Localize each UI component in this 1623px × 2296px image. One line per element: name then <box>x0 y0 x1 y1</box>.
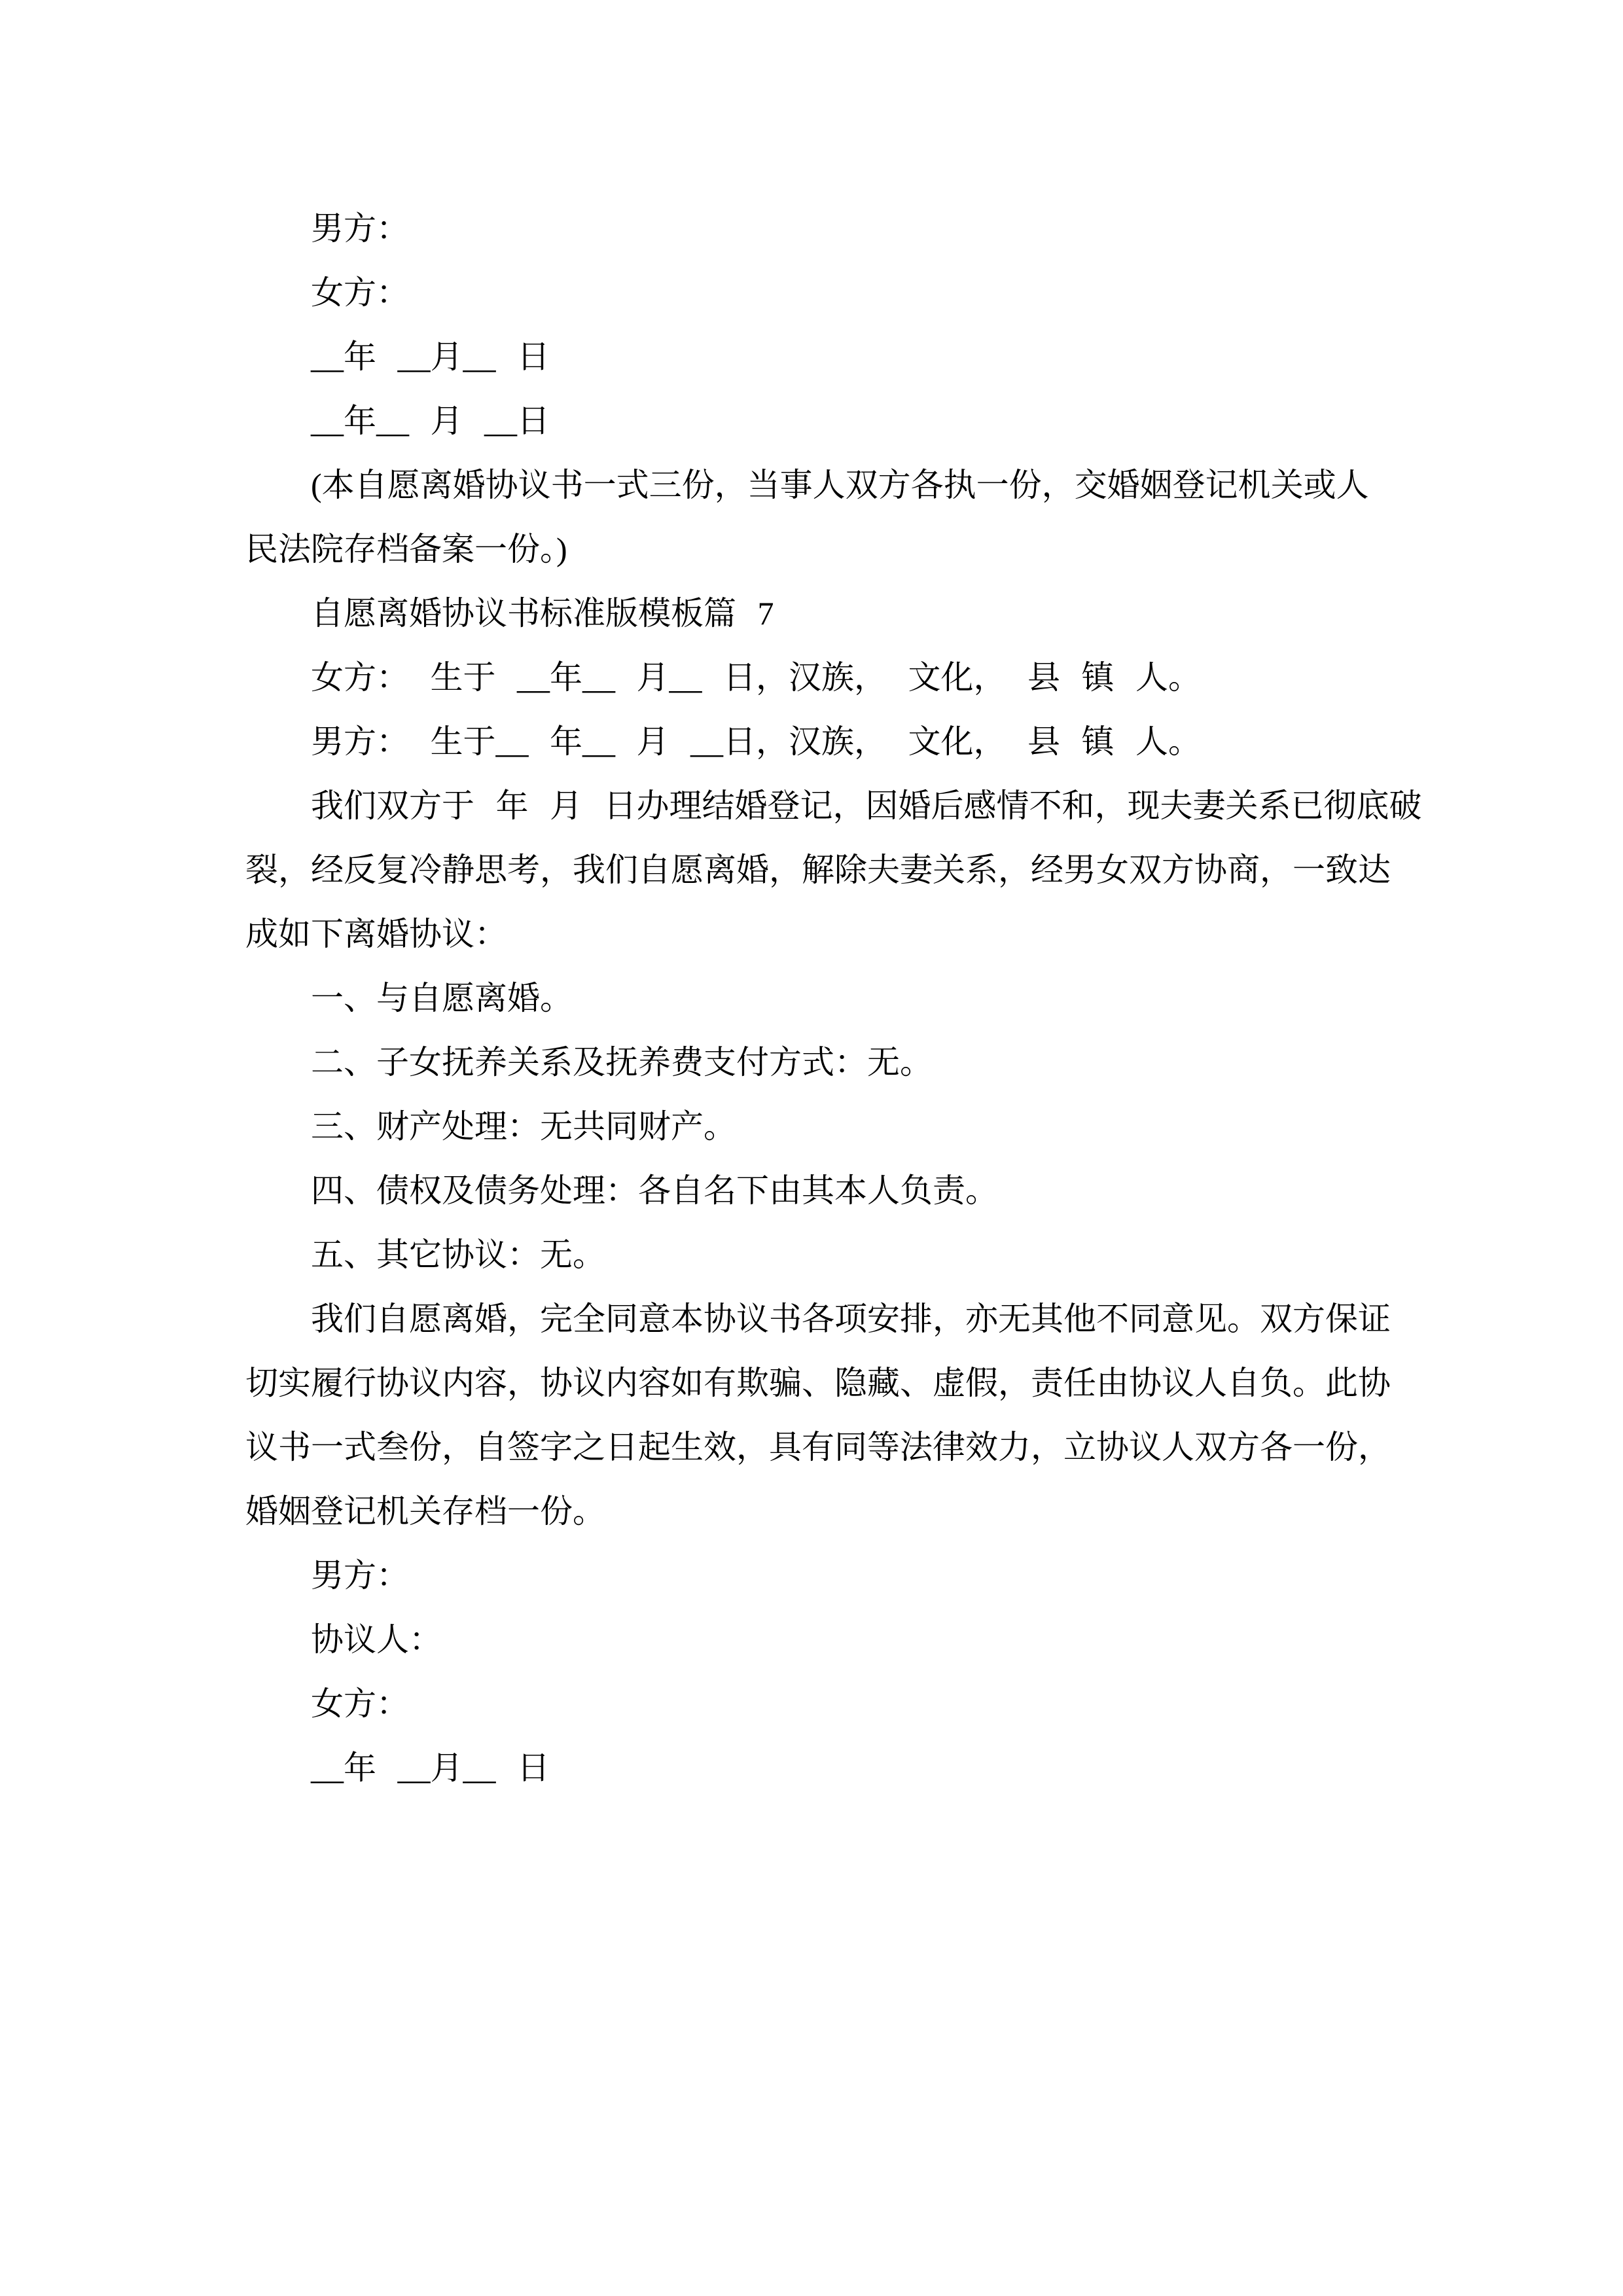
date-blank-line-1: __年 __月__ 日 <box>311 338 550 375</box>
closing-line-3: 议书一式叁份，自签字之日起生效，具有同等法律效力，立协议人双方各一份， <box>245 1429 1391 1465</box>
closing-line-2: 切实履行协议内容，协议内容如有欺骗、隐藏、虚假，责任由协议人自负。此协 <box>245 1365 1391 1401</box>
document-body <box>245 196 1422 1800</box>
preamble-line-1: 我们双方于 年 月 日办理结婚登记，因婚后感情不和，现夫妻关系已彻底破 <box>311 787 1422 824</box>
clause-3: 三、财产处理：无共同财产。 <box>311 1108 736 1145</box>
clause-1: 一、与自愿离婚。 <box>311 980 573 1016</box>
signature-agreement-party-label: 协议人： <box>311 1621 442 1658</box>
preamble-line-3: 成如下离婚协议： <box>245 916 507 952</box>
preamble-line-2: 裂，经反复冷静思考，我们自愿离婚，解除夫妻关系，经男女双方协商，一致达 <box>245 852 1391 888</box>
party-male-info-line: 男方： 生于__ 年__ 月 __日，汉族， 文化， 县 镇 人。 <box>311 723 1201 760</box>
party-male-signature-label: 男方： <box>311 210 409 247</box>
party-female-signature-label: 女方： <box>311 274 409 311</box>
date-blank-line-2: __年__ 月 __日 <box>311 403 550 439</box>
section-title: 自愿离婚协议书标准版模板篇 7 <box>311 595 774 632</box>
clause-4: 四、债权及债务处理：各自名下由其本人负责。 <box>311 1172 998 1209</box>
closing-line-4: 婚姻登记机关存档一份。 <box>245 1493 605 1530</box>
signature-male-label: 男方： <box>311 1557 409 1594</box>
clause-2: 二、子女抚养关系及抚养费支付方式：无。 <box>311 1044 933 1081</box>
clause-5: 五、其它协议：无。 <box>311 1236 605 1273</box>
signature-date-blank: __年 __月__ 日 <box>311 1749 550 1786</box>
note-copies-line-2: 民法院存档备案一份。) <box>245 531 567 567</box>
note-copies-line-1: (本自愿离婚协议书一式三份，当事人双方各执一份，交婚姻登记机关或人 <box>311 467 1369 503</box>
closing-line-1: 我们自愿离婚，完全同意本协议书各项安排，亦无其他不同意见。双方保证 <box>311 1300 1391 1337</box>
party-female-info-line: 女方： 生于 __年__ 月__ 日，汉族， 文化， 县 镇 人。 <box>311 659 1201 696</box>
signature-female-label: 女方： <box>311 1685 409 1722</box>
